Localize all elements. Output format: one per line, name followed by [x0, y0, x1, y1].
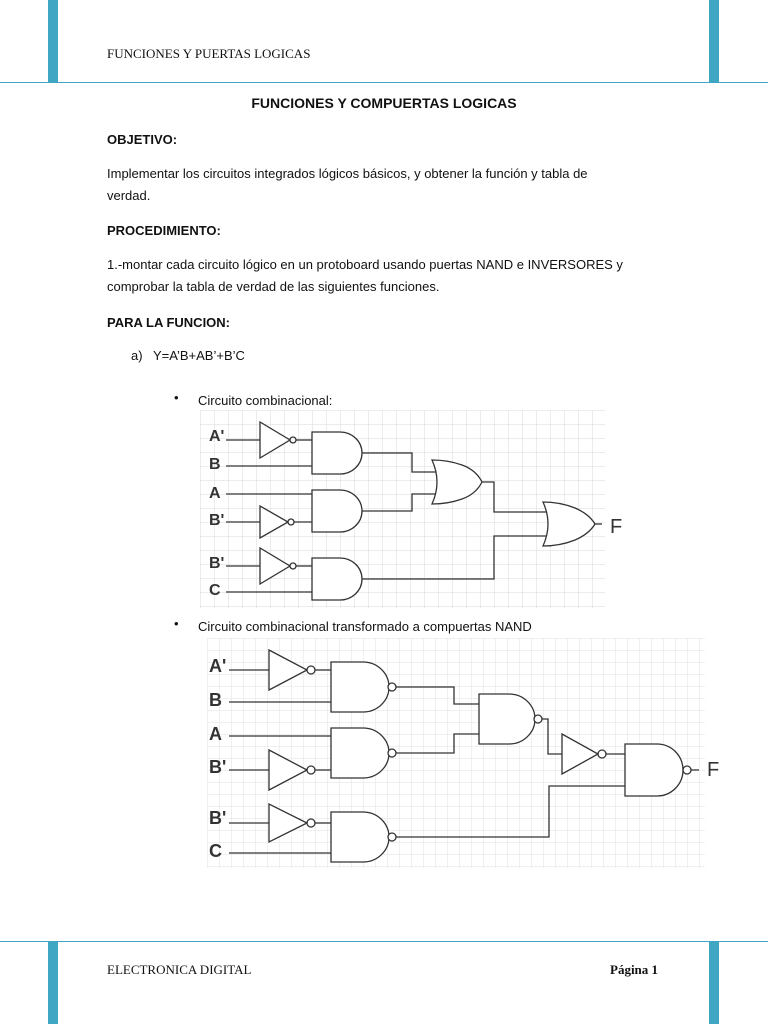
diagram2-input-label: B'	[209, 757, 227, 777]
funcion-heading: PARA LA FUNCION:	[107, 315, 231, 330]
objetivo-line-1: Implementar los circuitos integrados lógicos básicos, y obtener la función y tabla de	[107, 166, 588, 181]
bullet-text-2: Circuito combinacional transformado a compuertas NAND	[198, 619, 532, 634]
footer-rule	[0, 941, 768, 942]
funcion-item-marker: a)	[131, 348, 143, 363]
diagram1-output-label: F	[610, 516, 623, 538]
diagram1-labels	[200, 410, 623, 610]
diagram2-input-label: C	[209, 841, 222, 861]
diagram2-labels	[207, 638, 727, 870]
procedimiento-line-2: comprobar la tabla de verdad de las siguientes funciones.	[107, 279, 440, 294]
page-title: FUNCIONES Y COMPUERTAS LOGICAS	[251, 95, 517, 111]
diagram1-input-label: B	[209, 456, 221, 473]
diagram2-input-label: B'	[209, 808, 227, 828]
procedimiento-line-1: 1.-montar cada circuito lógico en un protoboard usando puertas NAND e INVERSORES y	[107, 257, 623, 272]
header-rule	[0, 82, 768, 83]
diagram1-input-label: B'	[209, 555, 225, 572]
bullet-text-1: Circuito combinacional:	[198, 393, 333, 408]
header-left-bar	[48, 0, 58, 82]
header-text: FUNCIONES Y PUERTAS LOGICAS	[107, 46, 311, 61]
footer-left-bar	[48, 941, 58, 1024]
footer-right-bar	[709, 941, 719, 1024]
diagram2-input-label: B	[209, 690, 222, 710]
diagram2-output-label: F	[707, 759, 720, 781]
diagram2-input-label: A	[209, 724, 222, 744]
bullet-dot-2: •	[174, 616, 179, 631]
objetivo-heading: OBJETIVO:	[107, 132, 178, 147]
diagram1-input-label: A	[209, 485, 221, 502]
objetivo-line-2: verdad.	[107, 188, 151, 203]
diagram1-input-label: B'	[209, 512, 225, 529]
diagram1-input-label: A'	[209, 428, 225, 445]
procedimiento-heading: PROCEDIMIENTO:	[107, 223, 221, 238]
header-right-bar	[709, 0, 719, 82]
diagram2-input-label: A'	[209, 656, 227, 676]
footer-left-text: ELECTRONICA DIGITAL	[107, 962, 252, 977]
funcion-expression: Y=A’B+AB’+B’C	[153, 348, 245, 363]
diagram1-input-label: C	[209, 582, 221, 599]
footer-page-number: Página 1	[610, 962, 659, 977]
bullet-dot-1: •	[174, 390, 179, 405]
